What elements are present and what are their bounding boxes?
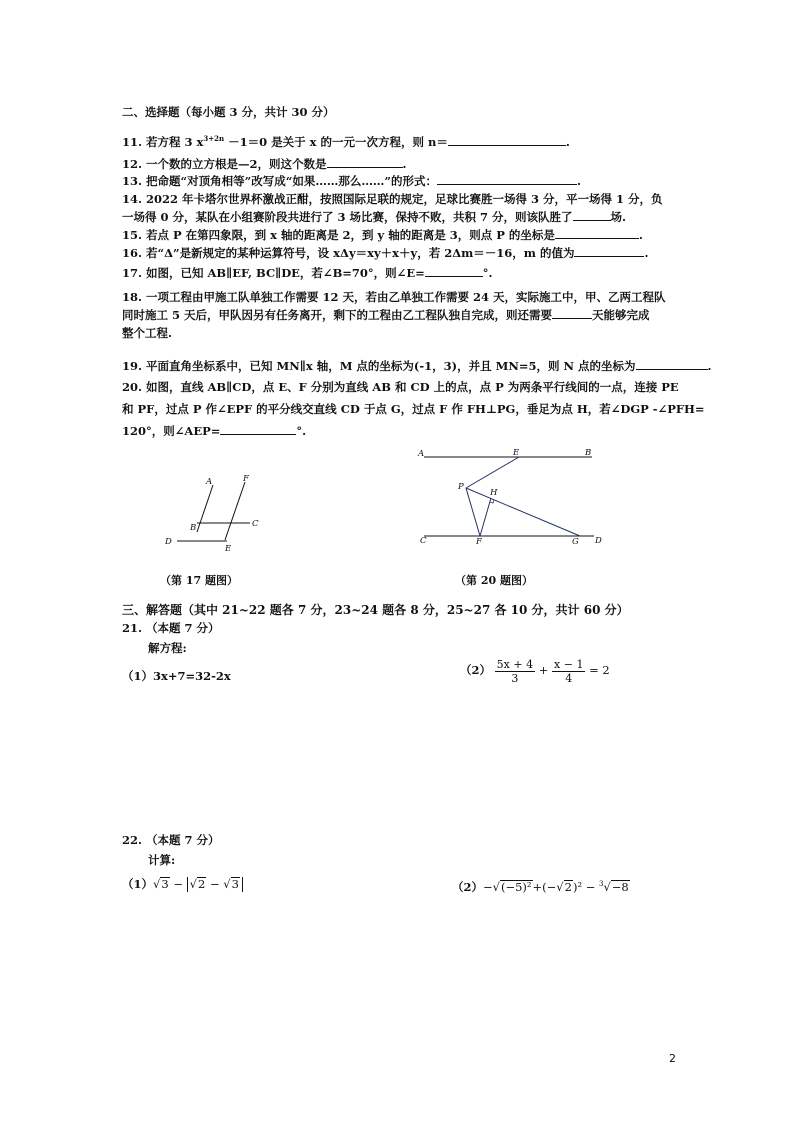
sqrt-symbol: √ xyxy=(223,877,231,891)
question-20-line3: 120°，则∠AEP= °. xyxy=(122,424,307,438)
figure-17-caption: （第 17 题图） xyxy=(160,574,238,587)
question-21-part2: （2） $\frac{5x + 4}{3}$ + $\frac{x - 1}{4}$ = 2 xyxy=(460,657,610,685)
answer-blank-12[interactable] xyxy=(327,156,403,168)
question-14-line1: 14. 2022 年卡塔尔世界杯激战正酣，按照国际足联的规定，足球比赛胜一场得 3 分，平一场得 1 分，负 xyxy=(122,192,663,206)
question-21-part1: （1）3x+7=32-2x xyxy=(122,669,231,683)
question-15: 15. 若点 P 在第四象限，到 x 轴的距离是 2，到 y 轴的距离是 3，则点 P 的坐标是 . xyxy=(122,228,643,242)
fig17-label-e: E xyxy=(225,544,232,554)
section2-heading: 二、选择题（每小题 3 分，共计 30 分） xyxy=(122,105,335,119)
question-20-line2: 和 PF，过点 P 作∠EPF 的平分线交直线 CD 于点 G，过点 F 作 FH⊥PG，垂足为点 H，若∠DGP -∠PFH= xyxy=(122,402,705,416)
answer-blank-20[interactable] xyxy=(220,423,296,435)
fig20-label-h: H xyxy=(490,488,498,498)
answer-blank-18[interactable] xyxy=(552,307,592,319)
fig20-label-p: P xyxy=(458,482,464,492)
question-14-line2: 一场得 0 分，某队在小组赛阶段共进行了 3 场比赛，保持不败，共积 7 分，则该队胜了 场. xyxy=(122,210,627,224)
fig17-label-c: C xyxy=(252,519,259,529)
fig17-label-f: F xyxy=(243,474,249,484)
answer-blank-16[interactable] xyxy=(574,245,644,257)
fig20-label-d: D xyxy=(595,536,602,546)
fig20-label-a: A xyxy=(418,449,425,459)
cube-root-symbol: √ xyxy=(603,880,611,894)
fig20-label-c: C xyxy=(420,536,427,546)
question-22-part1: （1）√3 − √2 − √3 xyxy=(122,876,243,892)
fig20-segment-fh xyxy=(480,498,491,536)
question-13: 13. 把命题“对顶角相等”改写成“如果……那么……”的形式： . xyxy=(122,174,581,188)
question-22-part2: （2）−√(−5)²+(−√2)² − $^3$√−8 xyxy=(452,880,629,894)
answer-blank-15[interactable] xyxy=(555,227,639,239)
answer-blank-11[interactable] xyxy=(448,134,566,146)
question-18-line3: 整个工程. xyxy=(122,326,173,340)
fig20-segment-pe xyxy=(466,457,519,488)
fig17-line-ab xyxy=(197,485,213,532)
question-11: 11. 若方程 3 $x^{3+2n} -1=0$ 是关于 x 的一元一次方程，则 n＝ . xyxy=(122,134,570,149)
figure-17 xyxy=(155,470,275,560)
answer-blank-17[interactable] xyxy=(425,265,483,277)
answer-blank-19[interactable] xyxy=(636,358,708,370)
question-22-title: 22. （本题 7 分） xyxy=(122,833,220,847)
fraction-1: $\frac{5x + 4}{3}$ xyxy=(496,657,534,685)
fig17-label-a: A xyxy=(206,477,213,487)
question-17: 17. 如图，已知 AB∥EF, BC∥DE，若∠B=70°，则∠E= °. xyxy=(122,266,493,280)
fig20-label-g: G xyxy=(572,537,579,547)
section3-heading: 三、解答题（其中 21~22 题各 7 分，23~24 题各 8 分，25~27 各 10 分，共计 60 分） xyxy=(122,603,629,617)
figure-20-caption: （第 20 题图） xyxy=(455,574,533,587)
question-19: 19. 平面直角坐标系中，已知 MN∥x 轴，M 点的坐标为(-1，3)，并且 MN=5，则 N 点的坐标为 . xyxy=(122,359,712,373)
fig17-label-b: B xyxy=(190,523,197,533)
absolute-value: √2 − √3 xyxy=(187,877,243,892)
fig20-segment-pf xyxy=(466,488,480,536)
question-18-line2: 同时施工 5 天后，甲队因另有任务离开，剩下的工程由乙工程队独自完成，则还需要 天能够完成 xyxy=(122,308,650,322)
fig20-label-b: B xyxy=(585,448,592,458)
sqrt-symbol: √ xyxy=(153,877,161,891)
figure-20 xyxy=(412,444,612,550)
fig17-label-d: D xyxy=(165,537,172,547)
sqrt-symbol: √ xyxy=(492,880,500,894)
question-18-line1: 18. 一项工程由甲施工队单独工作需要 12 天，若由乙单独工作需要 24 天，实际施工中，甲、乙两工程队 xyxy=(122,290,666,304)
page-number: 2 xyxy=(669,1052,676,1065)
question-12: 12. 一个数的立方根是—2，则这个数是 . xyxy=(122,157,407,171)
sqrt-symbol: √ xyxy=(556,880,564,894)
fig20-segment-pg xyxy=(466,488,580,536)
sqrt-symbol: √ xyxy=(189,877,197,891)
fig20-label-f: F xyxy=(476,537,482,547)
question-21-instruction: 解方程: xyxy=(148,641,187,655)
fig20-label-e: E xyxy=(513,448,520,458)
question-21-title: 21. （本题 7 分） xyxy=(122,621,220,635)
question-20-line1: 20. 如图，直线 AB∥CD，点 E、F 分别为直线 AB 和 CD 上的点，点 P 为两条平行线间的一点，连接 PE xyxy=(122,380,679,394)
question-16: 16. 若“Δ”是新规定的某种运算符号，设 xΔy＝xy＋x＋y，若 2Δm＝－16，m 的值为 . xyxy=(122,246,649,260)
fig17-line-fe xyxy=(225,482,245,540)
answer-blank-13[interactable] xyxy=(437,173,577,185)
fraction-2: $\frac{x - 1}{4}$ xyxy=(554,657,584,685)
question-22-instruction: 计算: xyxy=(148,853,176,867)
answer-blank-14[interactable] xyxy=(573,209,611,221)
